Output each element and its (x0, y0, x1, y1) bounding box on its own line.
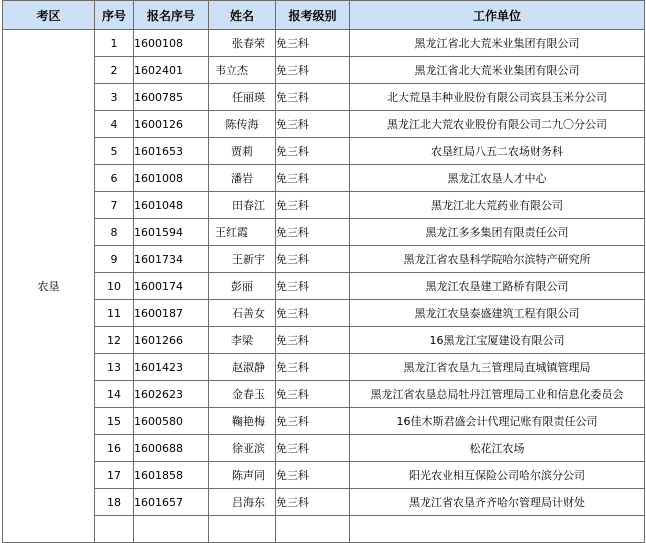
reg-no-cell: 1600187 (134, 300, 209, 327)
table-row (3, 192, 645, 219)
seq-cell: 5 (95, 138, 134, 165)
seq-cell: 12 (95, 327, 134, 354)
reg-no-cell: 1600126 (134, 111, 209, 138)
seq-cell: 2 (95, 57, 134, 84)
level-cell: 免三科 (276, 435, 350, 462)
unit-cell: 黑龙江农垦建工路桥有限公司 (350, 273, 645, 300)
table-row (3, 273, 645, 300)
table-row (3, 219, 645, 246)
name-cell: 鞠艳梅 (209, 408, 276, 435)
reg-no-cell: 1601594 (134, 219, 209, 246)
name-cell: 田春江 (209, 192, 276, 219)
header-row (3, 1, 645, 30)
unit-cell: 黑龙江省农垦总局牡丹江管理局工业和信息化委员会 (350, 381, 645, 408)
unit-cell: 16佳木斯君盛会计代理记账有限责任公司 (350, 408, 645, 435)
header-name: 姓名 (209, 1, 276, 30)
seq-cell: 6 (95, 165, 134, 192)
name-cell: 彭丽 (209, 273, 276, 300)
reg-no-cell: 1601048 (134, 192, 209, 219)
seq-cell: 16 (95, 435, 134, 462)
unit-cell: 黑龙江农垦人才中心 (350, 165, 645, 192)
level-cell: 免三科 (276, 354, 350, 381)
unit-cell: 黑龙江省农垦科学院哈尔滨特产研究所 (350, 246, 645, 273)
table-row (3, 57, 645, 84)
seq-cell: 7 (95, 192, 134, 219)
name-cell: 韦立杰 (209, 57, 276, 84)
level-cell (276, 516, 350, 543)
seq-cell: 14 (95, 381, 134, 408)
unit-cell: 16黑龙江宝厦建设有限公司 (350, 327, 645, 354)
reg-no-cell: 1600688 (134, 435, 209, 462)
reg-no-cell: 1600785 (134, 84, 209, 111)
level-cell: 免三科 (276, 273, 350, 300)
table-header (3, 1, 645, 30)
table-row (3, 489, 645, 516)
table-row (3, 381, 645, 408)
reg-no-cell: 1601653 (134, 138, 209, 165)
name-cell: 潘岩 (209, 165, 276, 192)
name-cell: 陈传海 (209, 111, 276, 138)
name-cell: 赵淑静 (209, 354, 276, 381)
header-region: 考区 (3, 1, 95, 30)
unit-cell: 黑龙江北大荒农业股份有限公司二九〇分公司 (350, 111, 645, 138)
table-row (3, 300, 645, 327)
table-row (3, 84, 645, 111)
table-row (3, 246, 645, 273)
reg-no-cell: 1601734 (134, 246, 209, 273)
reg-no-cell (134, 516, 209, 543)
unit-cell: 阳光农业相互保险公司哈尔滨分公司 (350, 462, 645, 489)
level-cell: 免三科 (276, 381, 350, 408)
table-row (3, 408, 645, 435)
level-cell: 免三科 (276, 489, 350, 516)
unit-cell: 黑龙江省农垦齐齐哈尔管理局计财处 (350, 489, 645, 516)
level-cell: 免三科 (276, 300, 350, 327)
reg-no-cell: 1601266 (134, 327, 209, 354)
level-cell: 免三科 (276, 408, 350, 435)
level-cell: 免三科 (276, 192, 350, 219)
reg-no-cell: 1600580 (134, 408, 209, 435)
unit-cell: 北大荒垦丰种业股份有限公司宾县玉米分公司 (350, 84, 645, 111)
table-row (3, 165, 645, 192)
name-cell: 徐亚滨 (209, 435, 276, 462)
name-cell (209, 516, 276, 543)
reg-no-cell: 1600108 (134, 30, 209, 57)
level-cell: 免三科 (276, 138, 350, 165)
name-cell: 王红霞 (209, 219, 276, 246)
unit-cell (350, 516, 645, 543)
level-cell: 免三科 (276, 30, 350, 57)
roster-table (2, 0, 645, 543)
level-cell: 免三科 (276, 462, 350, 489)
level-cell: 免三科 (276, 327, 350, 354)
table-row (3, 354, 645, 381)
name-cell: 张春荣 (209, 30, 276, 57)
unit-cell: 松花江农场 (350, 435, 645, 462)
header-level: 报考级别 (276, 1, 350, 30)
reg-no-cell: 1601008 (134, 165, 209, 192)
unit-cell: 黑龙江农垦泰盛建筑工程有限公司 (350, 300, 645, 327)
seq-cell: 4 (95, 111, 134, 138)
unit-cell: 黑龙江省农垦九三管理局直城镇管理局 (350, 354, 645, 381)
reg-no-cell: 1601423 (134, 354, 209, 381)
seq-cell: 17 (95, 462, 134, 489)
level-cell: 免三科 (276, 111, 350, 138)
level-cell: 免三科 (276, 219, 350, 246)
table-row (3, 111, 645, 138)
name-cell: 王新宇 (209, 246, 276, 273)
table-body (3, 30, 645, 543)
unit-cell: 农垦红局八五二农场财务科 (350, 138, 645, 165)
reg-no-cell: 1601657 (134, 489, 209, 516)
seq-cell: 10 (95, 273, 134, 300)
table-row (3, 30, 645, 57)
seq-cell (95, 516, 134, 543)
level-cell: 免三科 (276, 165, 350, 192)
unit-cell: 黑龙江多多集团有限责任公司 (350, 219, 645, 246)
name-cell: 任丽瑛 (209, 84, 276, 111)
level-cell: 免三科 (276, 57, 350, 84)
table-row (3, 327, 645, 354)
seq-cell: 9 (95, 246, 134, 273)
reg-no-cell: 1602401 (134, 57, 209, 84)
table-row (3, 435, 645, 462)
level-cell: 免三科 (276, 84, 350, 111)
reg-no-cell: 1601858 (134, 462, 209, 489)
seq-cell: 15 (95, 408, 134, 435)
seq-cell: 18 (95, 489, 134, 516)
name-cell: 贾莉 (209, 138, 276, 165)
seq-cell: 8 (95, 219, 134, 246)
unit-cell: 黑龙江省北大荒米业集团有限公司 (350, 57, 645, 84)
table-row (3, 462, 645, 489)
reg-no-cell: 1602623 (134, 381, 209, 408)
seq-cell: 13 (95, 354, 134, 381)
table-row (3, 516, 645, 543)
unit-cell: 黑龙江省北大荒米业集团有限公司 (350, 30, 645, 57)
seq-cell: 3 (95, 84, 134, 111)
name-cell: 李梁 (209, 327, 276, 354)
table-row (3, 138, 645, 165)
header-seq: 序号 (95, 1, 134, 30)
level-cell: 免三科 (276, 246, 350, 273)
header-reg-no: 报名序号 (134, 1, 209, 30)
seq-cell: 1 (95, 30, 134, 57)
name-cell: 石善女 (209, 300, 276, 327)
name-cell: 吕海东 (209, 489, 276, 516)
name-cell: 金春玉 (209, 381, 276, 408)
region-cell: 农垦 (3, 30, 95, 543)
name-cell: 陈声同 (209, 462, 276, 489)
reg-no-cell: 1600174 (134, 273, 209, 300)
unit-cell: 黑龙江北大荒药业有限公司 (350, 192, 645, 219)
seq-cell: 11 (95, 300, 134, 327)
header-unit: 工作单位 (350, 1, 645, 30)
